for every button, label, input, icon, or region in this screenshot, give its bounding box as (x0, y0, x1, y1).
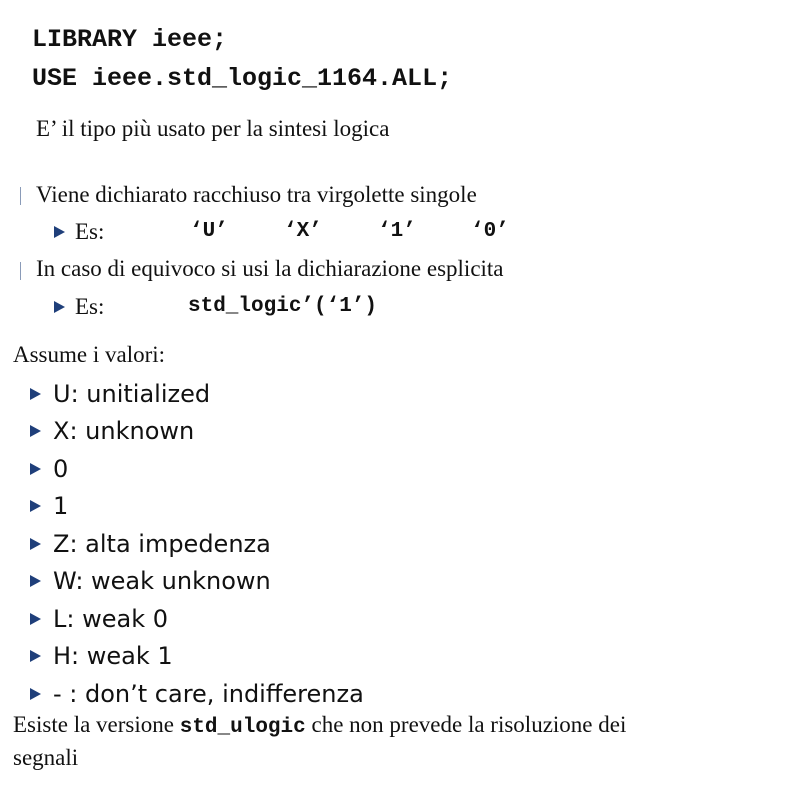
values-list (30, 375, 364, 713)
triangle-bullet-icon (54, 226, 65, 238)
triangle-bullet-icon (30, 463, 41, 475)
value-label: 0 (53, 454, 69, 483)
example-value-0: ‘0’ (471, 220, 509, 243)
example-value-1: ‘1’ (378, 220, 416, 243)
bullet-2-example (54, 293, 104, 321)
bullet-1-text: Viene dichiarato racchiuso tra virgolette singole (36, 182, 477, 207)
value-label: X: unknown (53, 417, 195, 446)
value-label: U: unitialized (53, 379, 211, 408)
example-code: std_logic’(‘1’) (188, 295, 378, 318)
list-item (30, 675, 364, 713)
bullet-2-text: In caso di equivoco si usi la dichiarazione esplicita (36, 256, 504, 281)
value-label: - : don’t care, indifferenza (53, 679, 364, 708)
bullet-bar-icon (20, 262, 21, 280)
footer-line-2: segnali (13, 745, 79, 770)
example-label: Es: (75, 294, 105, 319)
example-label: Es: (75, 219, 105, 244)
list-item (30, 450, 364, 488)
list-item (30, 525, 364, 563)
footer-text-after: che non prevede la risoluzione dei (305, 712, 627, 737)
list-item (30, 638, 364, 676)
code-line-library: LIBRARY ieee; (32, 25, 228, 54)
example-value-u: ‘U’ (190, 220, 228, 243)
footer-text-before: Esiste la versione (13, 712, 180, 737)
triangle-bullet-icon (30, 500, 41, 512)
triangle-bullet-icon (30, 613, 41, 625)
triangle-bullet-icon (30, 575, 41, 587)
bullet-bar-icon (20, 187, 21, 205)
intro-text: E’ il tipo più usato per la sintesi logica (36, 116, 390, 141)
triangle-bullet-icon (54, 301, 65, 313)
triangle-bullet-icon (30, 688, 41, 700)
list-item (30, 375, 364, 413)
value-label: L: weak 0 (53, 604, 168, 633)
values-heading: Assume i valori: (13, 342, 166, 367)
list-item (30, 600, 364, 638)
bullet-1-example (54, 218, 104, 246)
triangle-bullet-icon (30, 425, 41, 437)
footer-line-1 (13, 712, 626, 739)
value-label: Z: alta impedenza (53, 529, 271, 558)
value-label: 1 (53, 492, 69, 521)
list-item (30, 488, 364, 526)
triangle-bullet-icon (30, 650, 41, 662)
triangle-bullet-icon (30, 538, 41, 550)
value-label: W: weak unknown (53, 567, 271, 596)
footer-code: std_ulogic (179, 716, 306, 739)
example-value-x: ‘X’ (284, 220, 322, 243)
value-label: H: weak 1 (53, 642, 173, 671)
code-line-use: USE ieee.std_logic_1164.ALL; (32, 64, 453, 93)
list-item (30, 563, 364, 601)
list-item (30, 413, 364, 451)
triangle-bullet-icon (30, 388, 41, 400)
